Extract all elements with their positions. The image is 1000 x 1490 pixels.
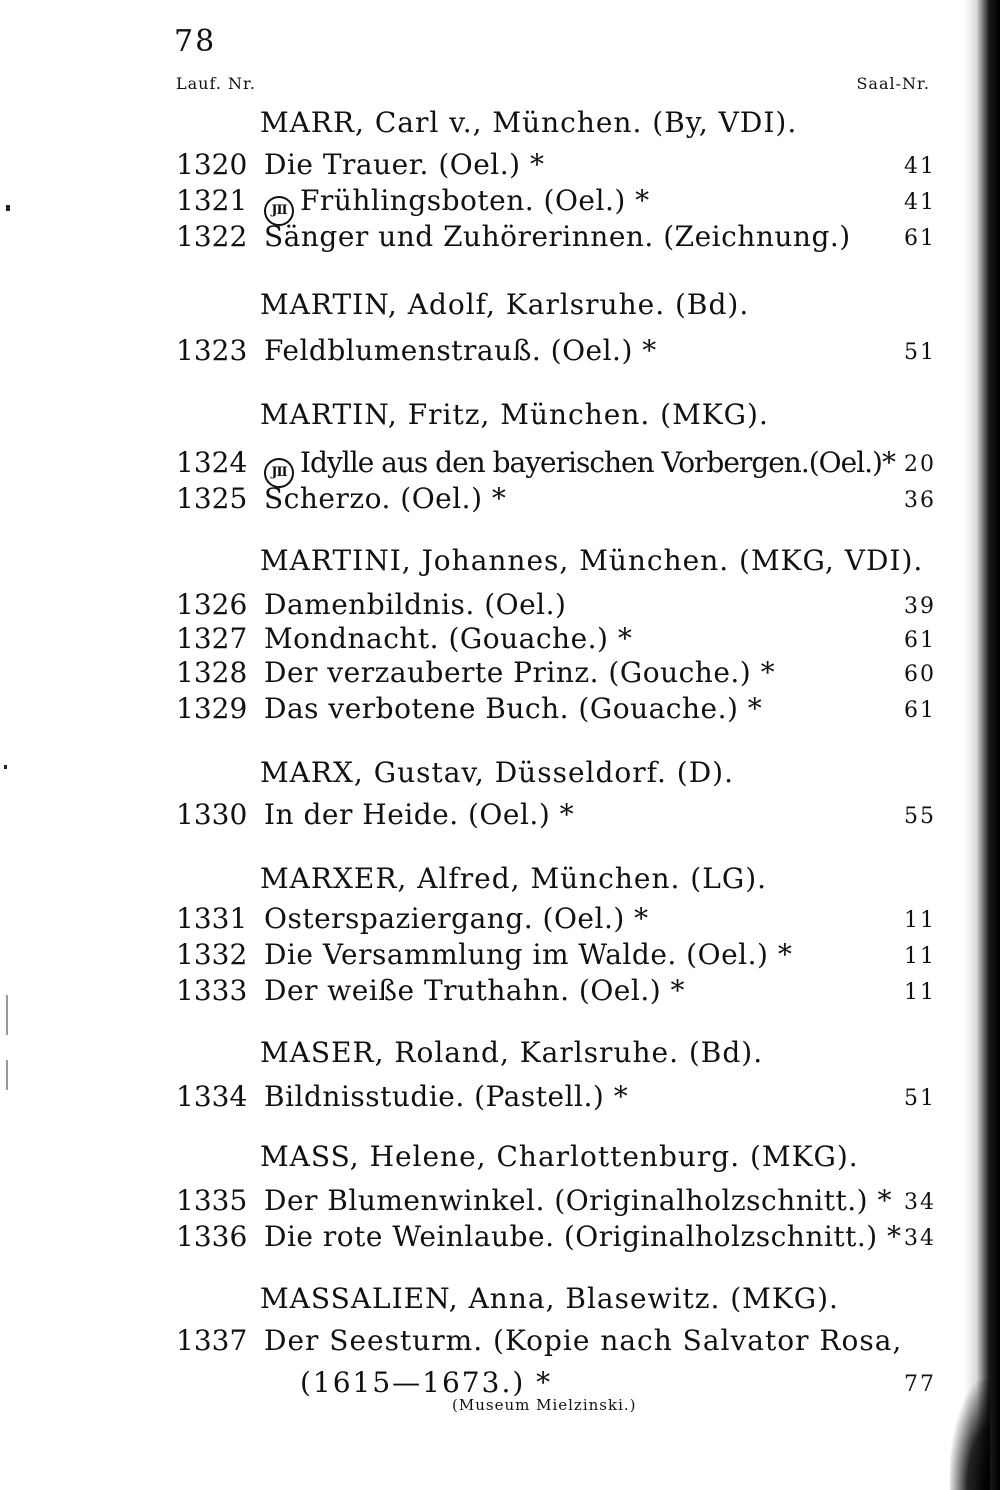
artist-heading: MARXER, Alfred, München. (LG). (260, 862, 768, 895)
catalog-entry (176, 184, 936, 220)
room-number: 55 (904, 804, 936, 829)
entry-title: Frühlingsboten. (Oel.) * (300, 184, 650, 217)
provenance-note: (Museum Mielzinski.) (452, 1396, 637, 1414)
entry-number: 1333 (176, 974, 248, 1007)
saal-nr-header: Saal-Nr. (856, 74, 930, 93)
entry-number: 1334 (176, 1080, 248, 1113)
room-number: 11 (904, 908, 936, 933)
entry-number: 1330 (176, 798, 248, 831)
artist-heading: MARR, Carl v., München. (By, VDI). (260, 106, 798, 139)
room-number: 51 (904, 340, 936, 365)
scan-edge (964, 0, 1000, 1490)
room-number: 34 (904, 1190, 936, 1215)
catalog-entry (176, 1220, 936, 1256)
room-number: 39 (904, 594, 936, 619)
jury-stamp-icon: JII (264, 196, 294, 226)
room-number: 41 (904, 190, 936, 215)
artist-heading: MASER, Roland, Karlsruhe. (Bd). (260, 1036, 764, 1069)
room-number: 51 (904, 1086, 936, 1111)
catalog-entry (176, 656, 936, 692)
entry-number: 1332 (176, 938, 248, 971)
room-number: 61 (904, 628, 936, 653)
entry-number: 1337 (176, 1324, 248, 1357)
artist-heading: MARTIN, Adolf, Karlsruhe. (Bd). (260, 288, 750, 321)
catalog-entry (176, 220, 936, 256)
catalog-entry (176, 902, 936, 938)
entry-title: Sänger und Zuhörerinnen. (Zeichnung.) (264, 220, 851, 253)
entry-number: 1326 (176, 588, 248, 621)
entry-number: 1335 (176, 1184, 248, 1217)
room-number: 20 (904, 452, 936, 477)
catalog-entry (176, 938, 936, 974)
artist-heading: MASS, Helene, Charlottenburg. (MKG). (260, 1140, 859, 1173)
room-number: 61 (904, 226, 936, 251)
entry-title: Der weiße Truthahn. (Oel.) * (264, 974, 686, 1007)
artist-heading: MASSALIEN, Anna, Blasewitz. (MKG). (260, 1282, 839, 1315)
jury-stamp-icon: JII (264, 458, 294, 488)
entry-title: Idylle aus den bayerischen Vorbergen.(Oel.)* (300, 446, 895, 479)
catalog-entry (176, 148, 936, 184)
artist-heading: MARTIN, Fritz, München. (MKG). (260, 398, 769, 431)
scan-speck (4, 765, 7, 769)
room-number: 34 (904, 1226, 936, 1251)
entry-title: Die rote Weinlaube. (Originalholzschnitt.) * (264, 1220, 902, 1253)
catalog-entry (176, 334, 936, 370)
entry-number: 1324 (176, 446, 248, 479)
entry-continuation: (1615—1673.) * (300, 1366, 553, 1399)
entry-title: Mondnacht. (Gouache.) * (264, 622, 633, 655)
entry-title: Der verzauberte Prinz. (Gouche.) * (264, 656, 776, 689)
scan-speck (6, 205, 10, 211)
entry-number: 1325 (176, 482, 248, 515)
entry-number: 1323 (176, 334, 248, 367)
room-number: 61 (904, 698, 936, 723)
room-number: 60 (904, 662, 936, 687)
entry-title: Die Trauer. (Oel.) * (264, 148, 545, 181)
catalog-entry (176, 692, 936, 728)
catalog-entry (176, 1184, 936, 1220)
catalog-entry (176, 622, 936, 658)
entry-title: Osterspaziergang. (Oel.) * (264, 902, 649, 935)
entry-number: 1327 (176, 622, 248, 655)
entry-number: 1336 (176, 1220, 248, 1253)
entry-title: Feldblumenstrauß. (Oel.) * (264, 334, 657, 367)
entry-title: Der Blumenwinkel. (Originalholzschnitt.) * (264, 1184, 892, 1217)
room-number: 11 (904, 980, 936, 1005)
catalog-entry (176, 482, 936, 518)
entry-title: Scherzo. (Oel.) * (264, 482, 507, 515)
catalog-entry (176, 974, 936, 1010)
scan-corner-shadow (950, 1380, 990, 1490)
entry-title: Die Versammlung im Walde. (Oel.) * (264, 938, 793, 971)
entry-number: 1328 (176, 656, 248, 689)
entry-number: 1320 (176, 148, 248, 181)
catalog-entry (176, 588, 936, 624)
catalog-entry (176, 1080, 936, 1116)
entry-title: Damenbildnis. (Oel.) (264, 588, 567, 621)
catalog-entry (176, 798, 936, 834)
scan-speck (6, 1060, 8, 1090)
artist-heading: MARX, Gustav, Düsseldorf. (D). (260, 756, 734, 789)
entry-number: 1331 (176, 902, 248, 935)
entry-title: Der Seesturm. (Kopie nach Salvator Rosa, (264, 1324, 903, 1357)
page-number: 78 (174, 24, 217, 59)
entry-number: 1329 (176, 692, 248, 725)
scan-speck (6, 995, 8, 1035)
room-number: 77 (904, 1372, 936, 1397)
room-number: 41 (904, 154, 936, 179)
room-number: 36 (904, 488, 936, 513)
entry-title: Bildnisstudie. (Pastell.) * (264, 1080, 629, 1113)
catalog-entry (176, 1324, 936, 1360)
catalog-entry (176, 446, 936, 482)
room-number: 11 (904, 944, 936, 969)
entry-title: Das verbotene Buch. (Gouache.) * (264, 692, 763, 725)
entry-number: 1321 (176, 184, 248, 217)
entry-number: 1322 (176, 220, 248, 253)
lauf-nr-header: Lauf. Nr. (176, 74, 256, 93)
entry-title: In der Heide. (Oel.) * (264, 798, 575, 831)
artist-heading: MARTINI, Johannes, München. (MKG, VDI). (260, 544, 924, 577)
